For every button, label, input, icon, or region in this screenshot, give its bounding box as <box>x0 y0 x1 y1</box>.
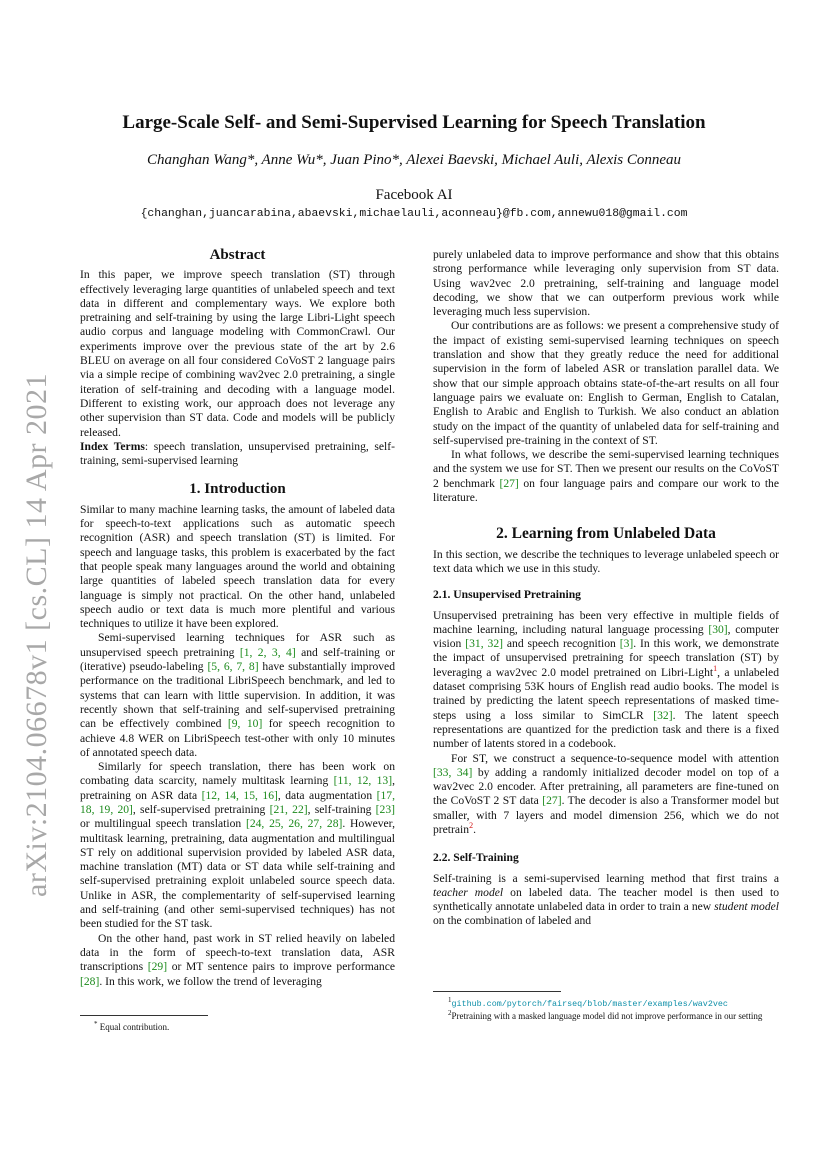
footnote-rule-left <box>80 1015 208 1016</box>
citation-link[interactable]: [9, 10] <box>227 717 263 731</box>
paper-title: Large-Scale Self- and Semi-Supervised Learning for Speech Translation <box>122 112 706 133</box>
left-column <box>80 248 395 989</box>
author-list: Changhan Wang*, Anne Wu*, Juan Pino*, Alexei Baevski, Michael Auli, Alexis Conneau <box>146 152 682 168</box>
text-run: In what follows, we describe the semi-supervised learning techniques and the system we use for ST. Then we present our results on the CoVoST 2 benchmark <box>433 448 779 490</box>
wav2vec-github-link[interactable]: github.com/pytorch/fairseq/blob/master/examples/wav2vec <box>451 999 728 1009</box>
citation-link[interactable]: [31, 32] <box>465 637 503 651</box>
citation-link[interactable]: [29] <box>147 960 168 974</box>
seq2seq-paragraph <box>433 752 779 838</box>
text-run: . In this work, we follow the trend of leveraging <box>99 974 322 988</box>
citation-link[interactable]: [23] <box>375 802 395 816</box>
text-run: on four language pairs and compare our work to the literature. <box>433 476 779 505</box>
contributions-paragraph: Our contributions are as follows: we present a comprehensive study of the impact of existing semi-supervised learning techniques on speech translation and show that they greatly reduce the need for additional supervision in the form of labeled ASR or translation parallel data. We show that our simple approach obtains state-of-the-art results on all four language pairs we evaluate on: English to German, English to Catalan, English to Arabic and English to Turkish. We also conduct an ablation study on the impact of the quantity of unlabeled data for self-training and self-supervised pre-training in the context of ST. <box>433 319 779 447</box>
section-2-intro: In this section, we describe the techniques to leverage unlabeled speech or text data which we use in this study. <box>433 547 779 575</box>
intro-paragraph-4 <box>80 932 395 989</box>
introduction-heading: 1. Introduction <box>189 481 286 498</box>
citation-link[interactable]: [24, 25, 26, 27, 28] <box>245 817 343 831</box>
citation-link[interactable]: [33, 34] <box>433 765 473 779</box>
citation-link[interactable]: [1, 2, 3, 4] <box>239 645 296 659</box>
equal-contribution-footnote <box>94 1019 394 1033</box>
footnote-rule-right <box>433 991 561 992</box>
footnote-marker: * <box>94 1020 98 1028</box>
citation-link[interactable]: [3] <box>619 637 634 651</box>
footnote-text: Equal contribution. <box>99 1022 170 1032</box>
text-run: Self-training is a semi-supervised learning method that first trains a <box>433 871 779 885</box>
text-run: Unsupervised pretraining has been very effective in multiple fields of machine learning, including natural language processing <box>433 608 779 636</box>
footnote-ref-2[interactable]: 2 <box>469 821 474 831</box>
text-run: , self-training <box>307 802 376 816</box>
text-run: On the other hand, past work in ST relied heavily on labeled data in the form of speech-to-text translation data, ASR transcriptions <box>80 931 395 974</box>
text-run: Similarly for speech translation, there has been work on combating data scarcity, namely multitask learning <box>80 760 395 788</box>
text-run: , computer vision <box>433 622 779 651</box>
text-run: . The latent speech representations are quantized for the prediction task and there is a fixed number of latents stored in a codebook. <box>433 708 779 751</box>
outline-paragraph <box>433 448 779 505</box>
citation-link[interactable]: [5, 6, 7, 8] <box>207 660 259 674</box>
text-run: . In this work, we demonstrate the impact of unsupervised pretraining for speech translation (ST) by leveraging a wav2vec 2.0 model pretrained on Libri-Light <box>433 637 779 679</box>
intro-paragraph-3 <box>80 760 395 932</box>
student-model-term: student model <box>714 900 779 914</box>
text-run: , data augmentation <box>277 788 377 802</box>
pretraining-paragraph <box>433 609 779 752</box>
citation-link[interactable]: [27] <box>499 476 519 490</box>
text-run: or multilingual speech translation <box>80 817 246 831</box>
footnote-text: Pretraining with a masked language model did not improve performance in our setting <box>451 1011 763 1021</box>
subsection-2-1-heading: 2.1. Unsupervised Pretraining <box>433 588 581 602</box>
text-run: have substantially improved performance on the traditional LibriSpeech benchmark, and led to systems that can learn with little supervision. In addition, it was recently shown that self-training and self-supervised pretraining can be effectively combined <box>80 660 395 731</box>
text-run: . The decoder is also a Transformer model but smaller, with 7 layers and model dimension 256, which we do not pretrain <box>433 794 780 836</box>
text-run: on labeled data. The teacher model is then used to synthetically annotate unlabeled data in order to train a new <box>433 885 779 914</box>
text-run: , a unlabeled dataset comprising 53K hours of English read audio books. The model is trained by predicting the latent speech representations of masked time-steps using a loss similar to SimCLR <box>433 665 779 722</box>
index-terms <box>80 440 395 469</box>
right-column <box>433 248 779 929</box>
citation-link[interactable]: [28] <box>80 974 100 988</box>
text-run: . However, multitask learning, pretraining, data augmentation and multilingual ST rely on additional supervision provided by labeled ASR data, machine translation (MT) data or ST data while self-training and self-supervised pretraining exploit unlabeled source speech data. Unlike in ASR, the complementarity of self-supervised learning and self-training (and other semi-supervised techniques) has not been studied for the ST task. <box>80 817 395 931</box>
text-run: on the combination of labeled and <box>433 914 592 928</box>
abstract-heading: Abstract <box>209 247 266 263</box>
text-run: by adding a randomly initialized decoder model on top of a wav2vec 2.0 encoder. After pretraining, all parameters are fine-tuned on the CoVoST 2 ST data <box>433 765 779 808</box>
intro-paragraph-1: Similar to many machine learning tasks, the amount of labeled data for speech-to-text applications such as automatic speech recognition (ASR) and speech translation (ST) is limited. For speech and language tasks, this problem is exacerbated by the fact that people speak many languages around the world and obtaining large quantities of labeled speech translation data for every language is simply not practical. On the other hand, unlabeled speech audio or text data is much more plentiful and various techniques to utilize it have been explored. <box>80 502 395 631</box>
self-training-paragraph <box>433 872 779 929</box>
footnote-2 <box>433 1008 779 1022</box>
intro-paragraph-2 <box>80 631 395 760</box>
text-run: or MT sentence pairs to improve performance <box>167 960 395 974</box>
citation-link[interactable]: [21, 22] <box>269 802 308 816</box>
citation-link[interactable]: [30] <box>708 622 728 636</box>
teacher-model-term: teacher model <box>433 885 504 899</box>
index-terms-text: : speech translation, unsupervised pretraining, self-training, semi-supervised learning <box>80 439 396 468</box>
intro-paragraph-5: purely unlabeled data to improve performance and show that this obtains strong performance while leveraging only supervision from ST data. Using wav2vec 2.0 pretraining, self-training and language model decoding, we show that we can outperform previous work while leveraging much less supervision. <box>433 248 779 319</box>
abstract-text: In this paper, we improve speech translation (ST) through effectively leveraging large quantities of unlabeled speech and text data in different and complementary ways. We explore both pretraining and self-training by using the large Libri-Light speech audio corpus and language modeling with CommonCrawl. Our experiments improve over the previous state of the art by 2.6 BLEU on average on all four considered CoVoST 2 language pairs via a simple recipe of combining wav2vec 2.0 pretraining, a single iteration of self-training and decoding with a language model. Different to existing work, our approach does not leverage any other supervision than ST data. Code and models will be publicly released. <box>80 268 395 439</box>
footnote-ref-1[interactable]: 1 <box>713 663 718 673</box>
citation-link[interactable]: [27] <box>542 794 562 808</box>
citation-link[interactable]: [32] <box>653 708 673 722</box>
footnote-number: 2 <box>448 1009 452 1017</box>
text-run: for speech recognition to achieve 4.8 WER on LibriSpeech test-other with only 10 minutes of annotated speech data. <box>80 717 395 759</box>
author-emails: {changhan,juancarabina,abaevski,michaelauli,aconneau}@fb.com,annewu018@gmail.com <box>140 208 688 220</box>
text-run: For ST, we construct a sequence-to-sequence model with attention <box>451 751 779 765</box>
text-run: and speech recognition <box>502 637 620 651</box>
text-run: . <box>473 822 476 836</box>
arxiv-stamp <box>14 340 60 930</box>
citation-link[interactable]: [12, 14, 15, 16] <box>201 788 278 802</box>
text-run: , self-supervised pretraining <box>132 802 270 816</box>
citation-link[interactable]: [11, 12, 13] <box>333 774 393 788</box>
section-2-heading: 2. Learning from Unlabeled Data <box>496 525 716 543</box>
index-terms-label: Index Terms <box>80 439 145 453</box>
footnote-number: 1 <box>448 996 452 1004</box>
text-run: , pretraining on ASR data <box>80 774 395 802</box>
text-run: Semi-supervised learning techniques for ASR such as unsupervised speech pretraining <box>80 631 395 659</box>
affiliation: Facebook AI <box>375 187 453 203</box>
citation-link[interactable]: [17, 18, 19, 20] <box>80 788 395 816</box>
subsection-2-2-heading: 2.2. Self-Training <box>433 851 519 865</box>
text-run: and self-training or (iterative) pseudo-labeling <box>80 645 395 674</box>
arxiv-id: arXiv:2104.06678v1 [cs.CL] 14 Apr 2021 <box>20 373 53 897</box>
